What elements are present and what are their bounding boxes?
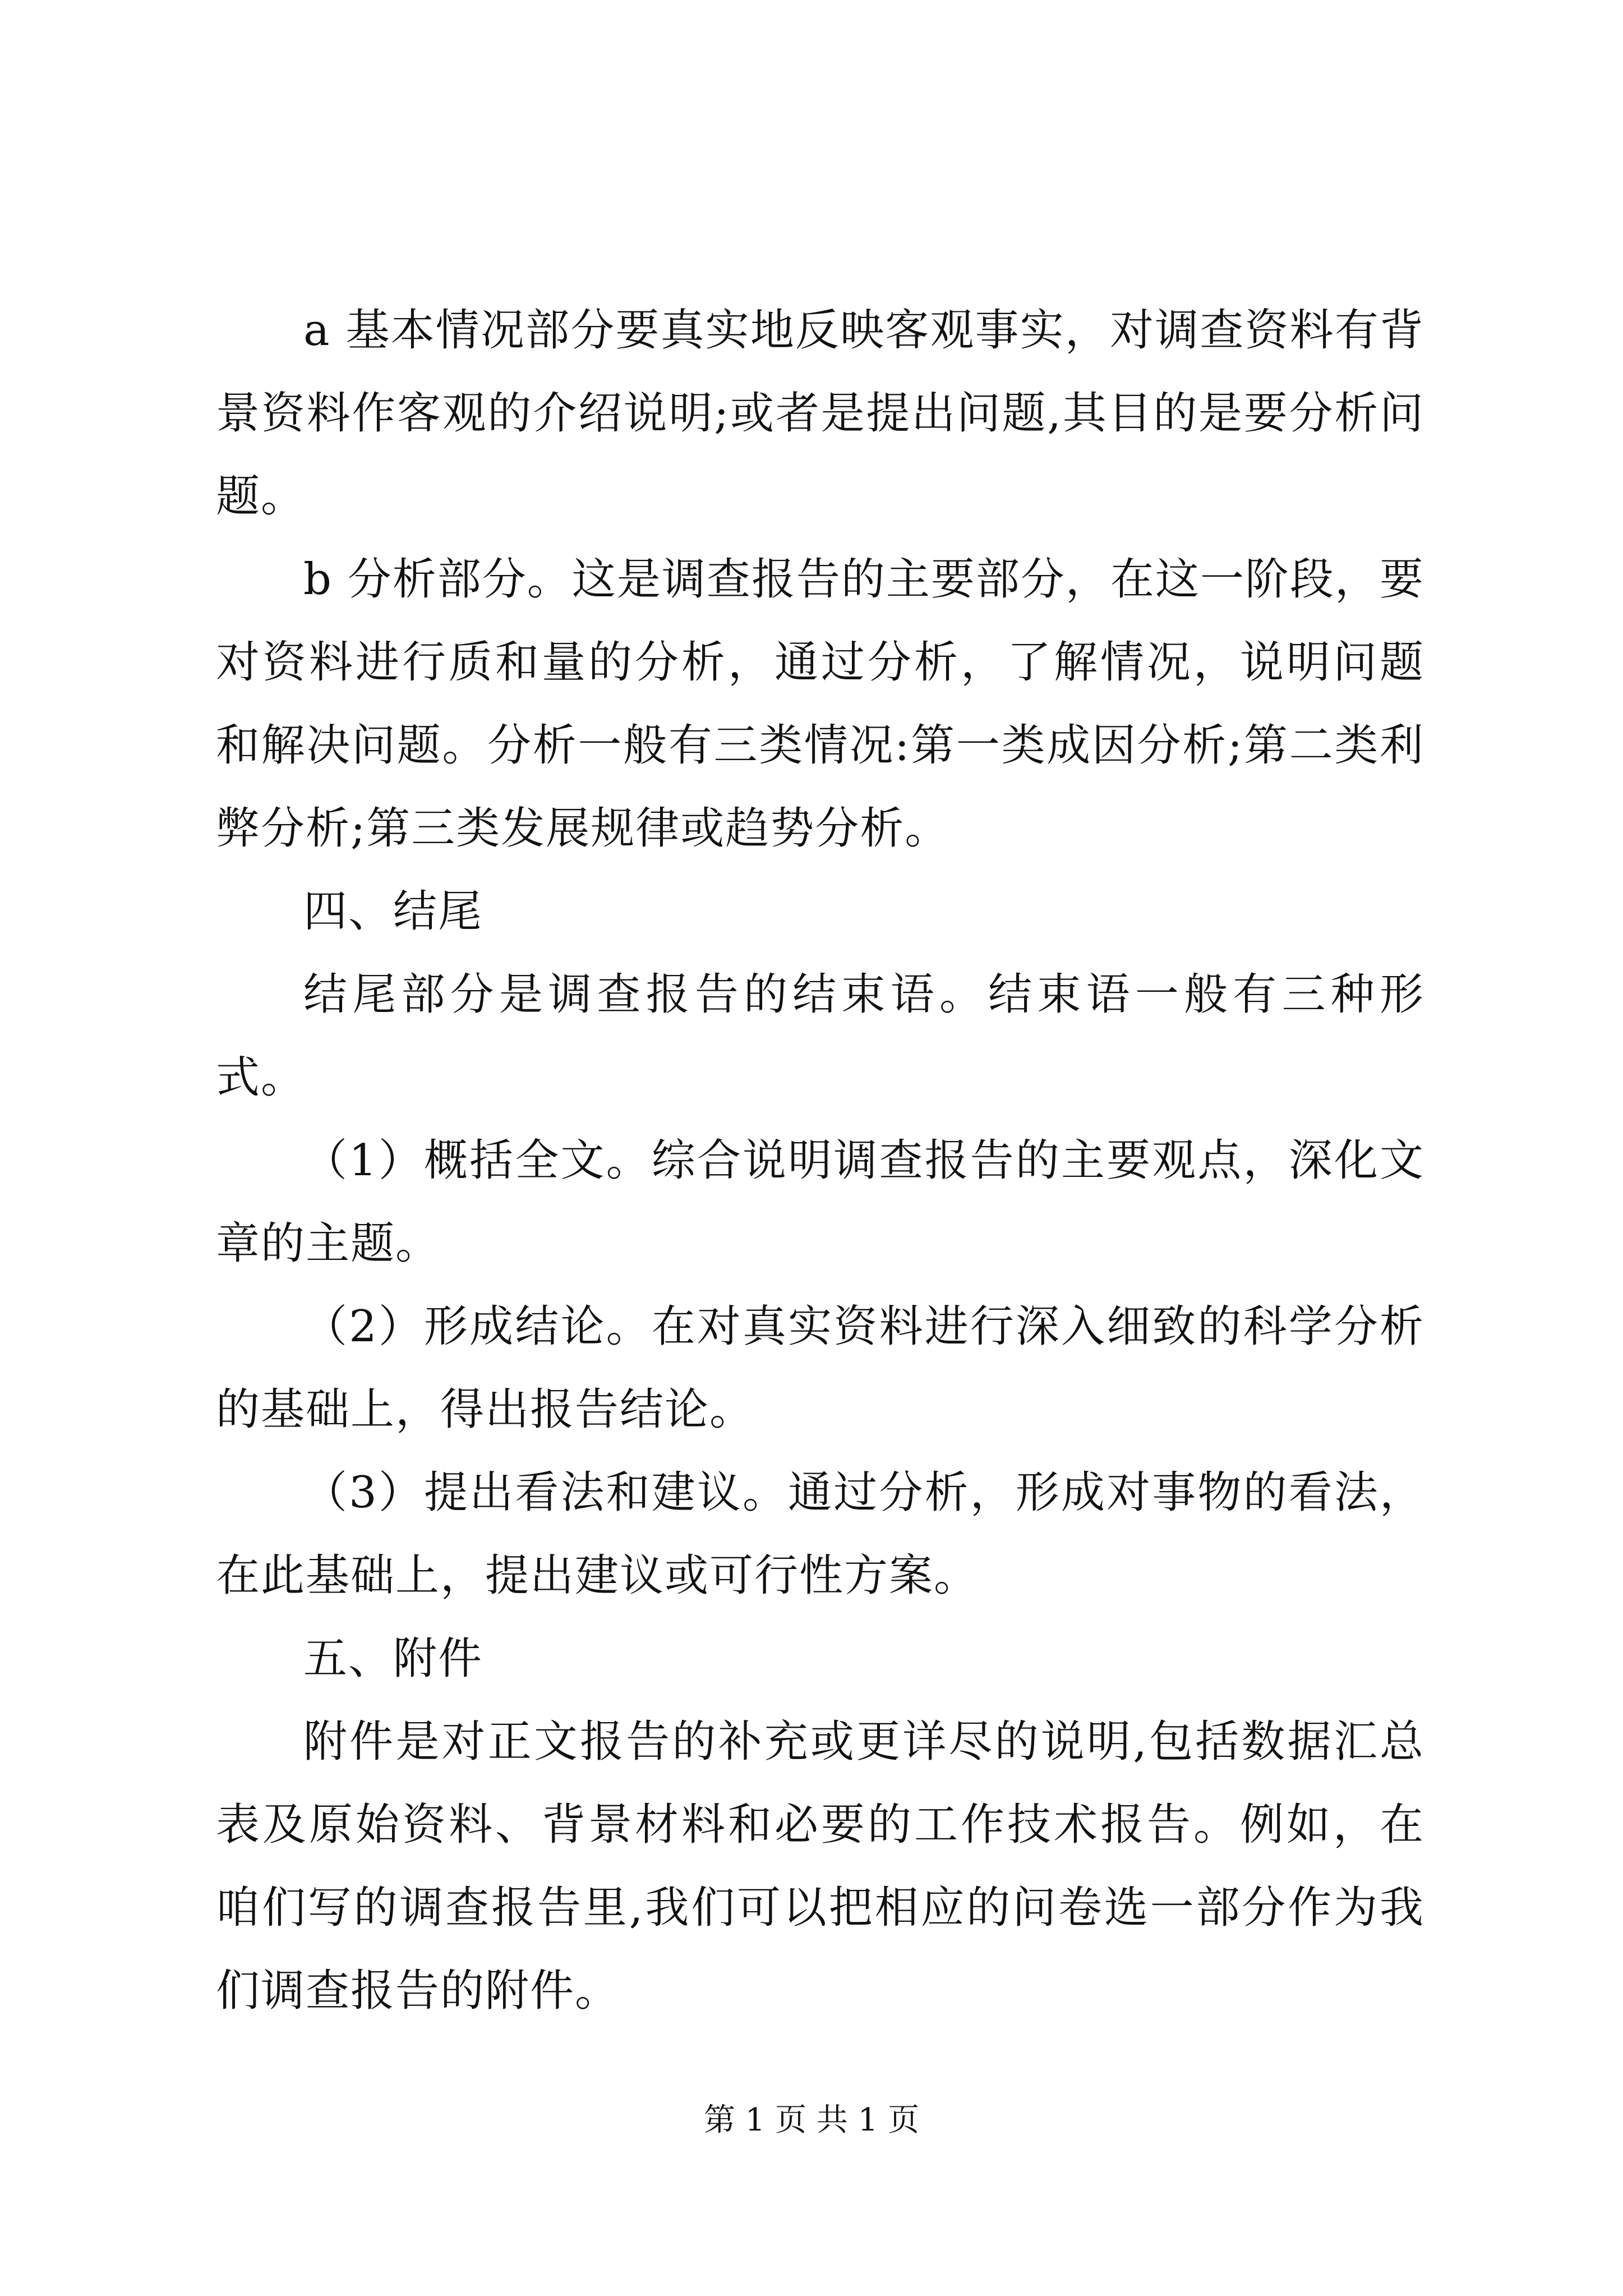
paragraph-conclusion-intro: 结尾部分是调查报告的结束语。结束语一般有三种形式。 (216, 969, 1424, 1103)
paragraph-conclusion-2: （2）形成结论。在对真实资料进行深入细致的科学分析的基础上，得出报告结论。 (216, 1301, 1424, 1435)
paragraph-conclusion-1: （1）概括全文。综合说明调查报告的主要观点，深化文章的主题。 (216, 1135, 1424, 1269)
heading-appendix: 五、附件 (303, 1634, 483, 1684)
page-number-footer: 第 1 页 共 1 页 (703, 2102, 920, 2138)
paragraph-basic-situation: a 基本情况部分要真实地反映客观事实，对调查资料有背景资料作客观的介绍说明;或者是提出问题,其目的是要分析问题。 (216, 305, 1424, 522)
paragraph-appendix: 附件是对正文报告的补充或更详尽的说明,包括数据汇总表及原始资料、背景材料和必要的工作技术报告。例如，在咱们写的调查报告里,我们可以把相应的问卷选一部分作为我们调查报告的附件。 (216, 1717, 1424, 2016)
document-body (216, 289, 1424, 2032)
heading-conclusion: 四、结尾 (303, 886, 483, 937)
paragraph-analysis: b 分析部分。这是调查报告的主要部分，在这一阶段，要对资料进行质和量的分析，通过分析，了解情况，说明问题和解决问题。分析一般有三类情况:第一类成因分析;第二类利弊分析;第三类发展规律或趋势分析。 (216, 554, 1424, 854)
paragraph-conclusion-3: （3）提出看法和建议。通过分析，形成对事物的看法，在此基础上，提出建议或可行性方案。 (216, 1467, 1424, 1601)
